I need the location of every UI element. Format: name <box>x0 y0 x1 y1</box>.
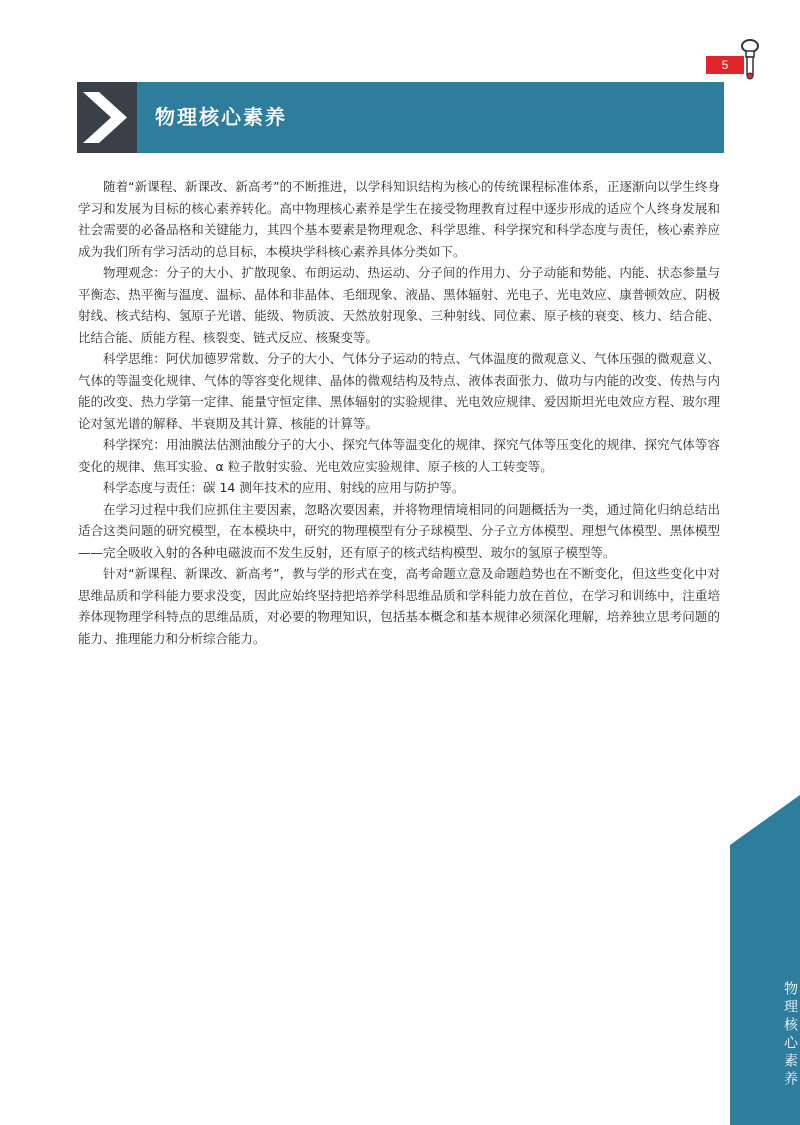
paragraph-scientific-inquiry: 科学探究：用油膜法估测油酸分子的大小、探究气体等温变化的规律、探究气体等压变化的规律、探究气体等容变化的规律、焦耳实验、α 粒子散射实验、光电效应实验规律、原子核的人工转变等。 <box>78 437 720 474</box>
paragraph-scientific-thinking: 科学思维：阿伏加德罗常数、分子的大小、气体分子运动的特点、气体温度的微观意义、气体压强的微观意义、气体的等温变化规律、气体的等容变化规律、晶体的微观结构及特点、液体表面张力、做功与内能的改变、传热与内能的改变、热力学第一定律、能量守恒定律、黑体辐射的实验规律、光电效应规律、爱因斯坦光电效应方程、玻尔理论对氢光谱的解释、半衰期及其计算、核能的计算等。 <box>78 351 720 431</box>
paragraph-intro: 随着“新课程、新课改、新高考”的不断推进，以学科知识结构为核心的传统课程标准体系，正逐渐向以学生终身学习和发展为目标的核心素养转化。高中物理核心素养是学生在接受物理教育过程中逐步形成的适应个人终身发展和社会需要的必备品格和关键能力，其四个基本要素是物理观念、科学思维、科学探究和科学态度与责任，核心素养应成为我们所有学习活动的总目标，本模块学科核心素养具体分类如下。 <box>78 179 720 259</box>
chevron-right-icon <box>77 82 137 153</box>
page-number: 5 <box>706 56 744 74</box>
paragraph-physics-concepts: 物理观念：分子的大小、扩散现象、布朗运动、热运动、分子间的作用力、分子动能和势能、内能、状态参量与平衡态、热平衡与温度、温标、晶体和非晶体、毛细现象、液晶、黑体辐射、光电子、光电效应、康普顿效应、阴极射线、核式结构、氢原子光谱、能级、物质波、天然放射现象、三种射线、同位素、原子核的衰变、核力、结合能、比结合能、质能方程、核裂变、链式反应、核聚变等。 <box>78 265 720 345</box>
section-title: 物理核心素养 <box>155 105 287 129</box>
paragraph-conclusion: 针对“新课程、新课改、新高考”，教与学的形式在变，高考命题立意及命题趋势也在不断变化，但这些变化中对思维品质和学科能力要求没变，因此应始终坚持把培养学科思维品质和学科能力放在首位，在学习和训练中，注重培养体现物理学科特点的思维品质，对必要的物理知识，包括基本概念和基本规律必须深化理解，培养独立思考问题的能力、推理能力和分析综合能力。 <box>78 566 720 646</box>
paragraph-attitude-responsibility: 科学态度与责任：碳 14 测年技术的应用、射线的应用与防护等。 <box>103 480 465 495</box>
side-tab-label: 物理核心素养 <box>782 981 798 1089</box>
body-text <box>78 176 720 649</box>
paragraph-models: 在学习过程中我们应抓住主要因素，忽略次要因素，并将物理情境相同的问题概括为一类，通过简化归纳总结出适合这类问题的研究模型，在本模块中，研究的物理模型有分子球模型、分子立方体模型、理想气体模型、黑体模型——完全吸收入射的各种电磁波而不发生反射，还有原子的核式结构模型、玻尔的氢原子模型等。 <box>78 501 720 560</box>
pushpin-icon <box>738 38 764 84</box>
